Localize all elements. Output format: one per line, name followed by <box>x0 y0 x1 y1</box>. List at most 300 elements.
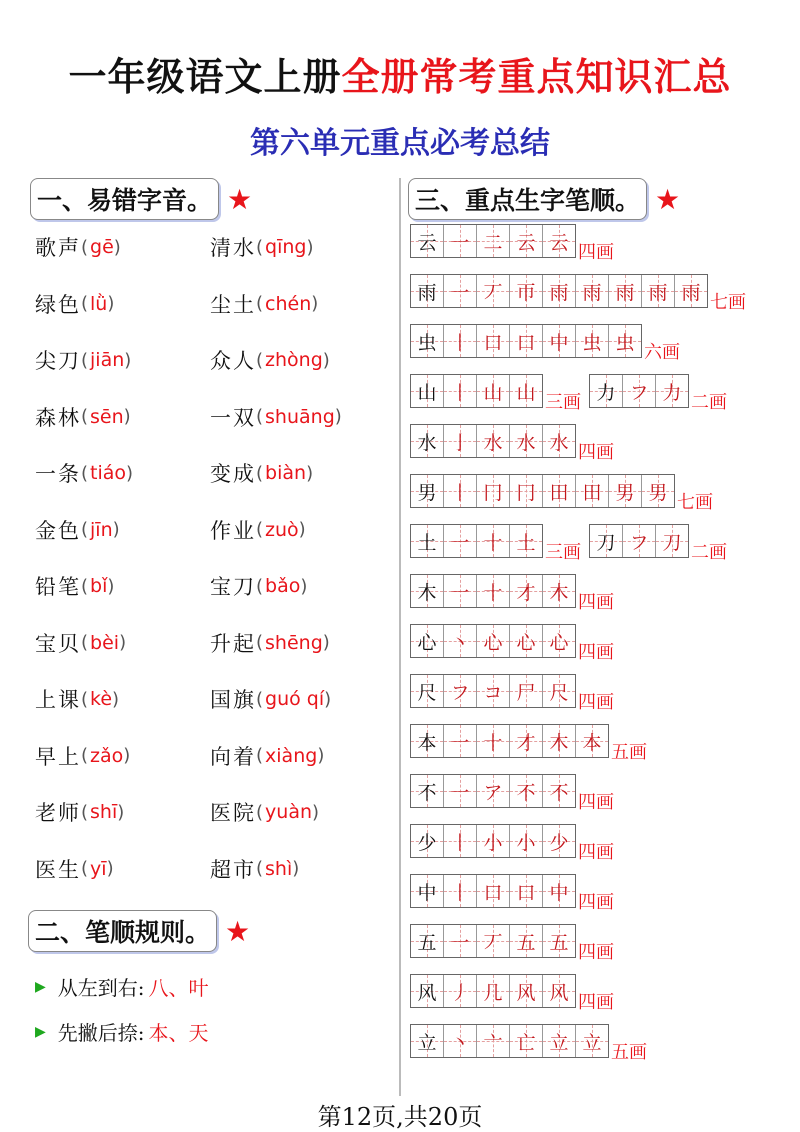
stroke-row <box>410 474 713 513</box>
paren-close: ) <box>119 632 127 653</box>
pinyin-text: shì <box>265 857 293 880</box>
char-cell <box>411 225 444 257</box>
stroke-step-cell <box>576 325 609 357</box>
column-divider <box>399 178 401 1096</box>
stroke-count: 四画 <box>578 442 614 463</box>
stroke-step: 水 <box>516 431 536 454</box>
stroke-step: 田 <box>549 481 569 504</box>
char-cell <box>411 325 444 357</box>
stroke-row <box>410 374 727 413</box>
stroke-step: 云 <box>549 231 569 254</box>
paren-open: ( <box>256 519 264 540</box>
word-item <box>210 458 385 488</box>
stroke-step: フ <box>450 681 470 704</box>
word-item <box>35 628 210 658</box>
paren-open: ( <box>256 632 264 653</box>
star-icon: ★ <box>227 182 253 216</box>
stroke-step: 心 <box>549 631 569 654</box>
char-cell <box>411 275 444 307</box>
char-cell <box>411 825 444 857</box>
stroke-step-cell <box>510 675 543 707</box>
stroke-step-cell <box>543 675 575 707</box>
stroke-step-cell <box>576 275 609 307</box>
char-text: 土 <box>417 531 437 554</box>
char-text: 男 <box>417 481 437 504</box>
stroke-step: 丨 <box>450 381 470 404</box>
paren-close: ) <box>112 519 120 540</box>
paren-close: ) <box>107 293 115 314</box>
char-cell <box>411 925 444 957</box>
stroke-step-cell <box>477 925 510 957</box>
paren-open: ( <box>81 575 89 597</box>
stroke-grid <box>410 324 642 358</box>
stroke-step: 帀 <box>516 281 536 304</box>
stroke-step: 丨 <box>450 831 470 854</box>
stroke-step: 尺 <box>549 681 569 704</box>
stroke-step-cell <box>510 1025 543 1057</box>
stroke-step: 木 <box>549 731 569 754</box>
stroke-step: 小 <box>483 831 503 854</box>
stroke-step: 中 <box>549 881 569 904</box>
stroke-count: 五画 <box>611 1042 647 1063</box>
stroke-count: 四画 <box>578 792 614 813</box>
stroke-step: 口 <box>516 331 536 354</box>
stroke-step-cell <box>623 375 656 407</box>
word-text: 升起 <box>210 631 256 656</box>
stroke-step-cell <box>510 925 543 957</box>
char-cell <box>411 425 444 457</box>
char-cell <box>411 525 444 557</box>
stroke-count: 二画 <box>691 542 727 563</box>
char-cell <box>411 575 444 607</box>
stroke-count: 六画 <box>644 342 680 363</box>
stroke-row <box>410 924 614 963</box>
char-cell <box>411 375 444 407</box>
stroke-step: 丆 <box>483 281 503 304</box>
paren-open: ( <box>81 406 89 427</box>
char-text: 心 <box>417 631 437 654</box>
stroke-grid <box>410 624 576 658</box>
pinyin-text: xiàng <box>265 744 318 767</box>
word-text: 森林 <box>35 405 81 430</box>
stroke-step: 亠 <box>483 1031 503 1054</box>
char-text: 不 <box>417 781 437 804</box>
stroke-count: 四画 <box>578 892 614 913</box>
stroke-step-cell <box>444 325 477 357</box>
word-text: 老师 <box>35 801 81 825</box>
char-text: 力 <box>596 381 616 404</box>
stroke-step: 少 <box>549 831 569 854</box>
paren-open: ( <box>256 293 264 314</box>
word-item <box>35 515 210 545</box>
stroke-step-cell <box>642 275 675 307</box>
stroke-step: 亅 <box>450 431 470 454</box>
word-item <box>210 515 385 545</box>
section-1-header <box>30 178 252 220</box>
stroke-step-cell <box>444 775 477 807</box>
stroke-step: 丨 <box>450 331 470 354</box>
word-text: 早上 <box>35 744 81 769</box>
pinyin-text: bèi <box>90 631 120 654</box>
stroke-step-cell <box>609 275 642 307</box>
char-text: 山 <box>417 381 437 404</box>
stroke-grid <box>589 374 689 408</box>
word-item <box>35 741 210 771</box>
stroke-step-cell <box>543 625 575 657</box>
stroke-step: 山 <box>483 381 503 404</box>
word-text: 一条 <box>35 462 81 486</box>
stroke-count: 四画 <box>578 842 614 863</box>
paren-open: ( <box>81 236 89 258</box>
stroke-row <box>410 424 614 463</box>
char-text: 刀 <box>596 531 616 554</box>
word-row <box>35 402 395 459</box>
stroke-step: 才 <box>516 731 536 754</box>
stroke-step: 五 <box>549 931 569 954</box>
word-item <box>210 571 385 601</box>
stroke-step-cell <box>477 875 510 907</box>
stroke-step-cell <box>444 425 477 457</box>
stroke-step: 冂 <box>483 481 503 504</box>
word-row <box>35 684 395 741</box>
stroke-step-cell <box>510 275 543 307</box>
stroke-step: フ <box>629 531 649 554</box>
stroke-step: 冂 <box>516 481 536 504</box>
word-item <box>35 345 210 375</box>
stroke-step: 木 <box>549 581 569 604</box>
word-row <box>35 741 395 798</box>
stroke-step: 心 <box>483 631 503 654</box>
word-row <box>35 232 395 289</box>
stroke-step: 雨 <box>582 281 602 304</box>
paren-close: ) <box>292 858 300 879</box>
stroke-step: 一 <box>450 281 470 304</box>
rules-list <box>35 964 209 1054</box>
stroke-step-cell <box>444 675 477 707</box>
word-item <box>210 741 385 771</box>
pinyin-text: lǜ <box>90 292 108 315</box>
char-cell <box>590 375 623 407</box>
stroke-step: 小 <box>516 831 536 854</box>
paren-close: ) <box>123 745 131 766</box>
word-text: 变成 <box>210 462 256 486</box>
stroke-step-cell <box>444 975 477 1007</box>
pinyin-text: gē <box>90 236 114 258</box>
stroke-step: 十 <box>483 731 503 754</box>
stroke-step-cell <box>444 275 477 307</box>
stroke-step-cell <box>444 875 477 907</box>
stroke-count: 四画 <box>578 592 614 613</box>
stroke-row <box>410 324 680 363</box>
pinyin-text: sēn <box>90 405 124 428</box>
paren-close: ) <box>124 349 132 371</box>
paren-open: ( <box>256 688 264 710</box>
stroke-step-cell <box>477 425 510 457</box>
stroke-step-cell <box>543 275 576 307</box>
paren-open: ( <box>81 519 89 540</box>
stroke-step: 丿 <box>450 981 470 1004</box>
pinyin-text: chén <box>265 292 312 315</box>
stroke-step: 一 <box>450 231 470 254</box>
stroke-step: 雨 <box>549 281 569 304</box>
stroke-step: 二 <box>483 231 503 254</box>
stroke-step-cell <box>477 375 510 407</box>
stroke-count: 三画 <box>545 392 581 413</box>
pinyin-text: yī <box>90 857 107 880</box>
stroke-step-cell <box>477 575 510 607</box>
paren-close: ) <box>117 801 125 823</box>
paren-open: ( <box>256 801 264 823</box>
stroke-step-cell <box>444 1025 477 1057</box>
stroke-grid <box>410 774 576 808</box>
paren-close: ) <box>312 801 320 823</box>
stroke-row <box>410 274 746 313</box>
pinyin-text: qīng <box>265 236 307 258</box>
rule-item <box>35 964 209 1009</box>
pinyin-text: zhòng <box>265 349 323 371</box>
stroke-step-cell <box>543 975 575 1007</box>
stroke-step-cell <box>477 225 510 257</box>
stroke-count: 四画 <box>578 992 614 1013</box>
word-row <box>35 628 395 685</box>
stroke-grid <box>410 574 576 608</box>
stroke-step-cell <box>510 375 542 407</box>
paren-close: ) <box>298 519 306 540</box>
stroke-step-cell <box>543 425 575 457</box>
pinyin-text: kè <box>90 688 113 710</box>
section-2-title: 二、笔顺规则。 <box>28 910 217 952</box>
stroke-step-cell <box>444 925 477 957</box>
stroke-step: 五 <box>516 931 536 954</box>
stroke-step-cell <box>609 475 642 507</box>
stroke-step-cell <box>510 425 543 457</box>
triangle-bullet-icon: ▶ <box>35 978 46 995</box>
stroke-row <box>410 574 614 613</box>
stroke-step: 风 <box>516 981 536 1004</box>
word-item <box>210 289 385 319</box>
word-text: 金色 <box>35 518 81 543</box>
stroke-step-cell <box>477 1025 510 1057</box>
stroke-step: 刀 <box>662 531 682 554</box>
word-item <box>35 458 210 488</box>
char-text: 少 <box>417 831 437 854</box>
paren-close: ) <box>322 349 330 371</box>
char-cell <box>411 875 444 907</box>
title-black: 一年级语文上册 <box>68 55 342 99</box>
stroke-step-cell <box>510 525 542 557</box>
paren-close: ) <box>306 462 314 484</box>
word-item <box>210 232 385 262</box>
char-cell <box>411 1025 444 1057</box>
word-row <box>35 289 395 346</box>
paren-close: ) <box>113 236 121 258</box>
stroke-count: 七画 <box>710 292 746 313</box>
stroke-step: 口 <box>483 331 503 354</box>
pinyin-text: shī <box>90 801 118 823</box>
pinyin-text: zuò <box>265 518 299 541</box>
paren-open: ( <box>81 858 89 879</box>
paren-open: ( <box>81 349 89 371</box>
paren-open: ( <box>256 462 264 484</box>
stroke-step-cell <box>656 525 688 557</box>
word-row <box>35 458 395 515</box>
stroke-step: 中 <box>549 331 569 354</box>
stroke-grid <box>410 224 576 258</box>
paren-open: ( <box>256 858 264 879</box>
stroke-step: 丨 <box>450 881 470 904</box>
word-text: 医生 <box>35 857 81 882</box>
stroke-step-cell <box>543 825 575 857</box>
stroke-step-cell <box>510 725 543 757</box>
stroke-grid <box>410 374 543 408</box>
stroke-step-cell <box>477 975 510 1007</box>
stroke-step-cell <box>444 375 477 407</box>
stroke-step: 田 <box>582 481 602 504</box>
stroke-row <box>410 524 727 563</box>
stroke-grid <box>410 874 576 908</box>
word-text: 超市 <box>210 857 256 882</box>
stroke-step: 亡 <box>516 1031 536 1054</box>
paren-open: ( <box>256 406 264 427</box>
page-subtitle: 第六单元重点必考总结 <box>250 126 550 161</box>
paren-close: ) <box>300 575 308 597</box>
stroke-row <box>410 824 614 863</box>
stroke-row <box>410 974 614 1013</box>
stroke-step: コ <box>483 681 503 704</box>
paren-close: ) <box>317 745 325 766</box>
char-cell <box>590 525 623 557</box>
stroke-step: ア <box>483 781 503 804</box>
stroke-step-cell <box>543 725 576 757</box>
stroke-step-cell <box>444 625 477 657</box>
stroke-step: 虫 <box>615 331 635 354</box>
word-list <box>35 232 395 910</box>
stroke-step-cell <box>543 575 575 607</box>
char-text: 水 <box>417 431 437 454</box>
char-text: 五 <box>417 931 437 954</box>
star-icon: ★ <box>655 182 681 216</box>
stroke-row <box>410 624 614 663</box>
paren-close: ) <box>334 406 342 427</box>
stroke-step-cell <box>477 675 510 707</box>
paren-close: ) <box>107 575 115 597</box>
paren-open: ( <box>81 462 89 484</box>
paren-open: ( <box>81 688 89 710</box>
char-text: 雨 <box>417 281 437 304</box>
stroke-step: 才 <box>516 581 536 604</box>
stroke-step-cell <box>510 975 543 1007</box>
stroke-step: 十 <box>483 531 503 554</box>
stroke-row <box>410 224 614 263</box>
page-title <box>0 46 800 101</box>
paren-open: ( <box>256 349 264 371</box>
stroke-step-cell <box>510 475 543 507</box>
char-text: 虫 <box>417 331 437 354</box>
stroke-step-cell <box>543 775 575 807</box>
stroke-step: フ <box>629 381 649 404</box>
stroke-step: 心 <box>516 631 536 654</box>
paren-open: ( <box>256 575 264 597</box>
char-text: 中 <box>417 881 437 904</box>
paren-close: ) <box>311 293 319 314</box>
stroke-step-cell <box>510 775 543 807</box>
title-red: 全册常考重点知识汇总 <box>341 55 732 99</box>
word-row <box>35 797 395 854</box>
paren-close: ) <box>322 632 330 653</box>
pinyin-text: jiān <box>90 349 125 371</box>
char-text: 本 <box>417 731 437 754</box>
char-cell <box>411 625 444 657</box>
paren-close: ) <box>112 688 120 710</box>
stroke-step: 一 <box>450 931 470 954</box>
word-text: 歌声 <box>35 236 81 260</box>
section-3-header <box>408 178 680 220</box>
word-text: 一双 <box>210 405 256 430</box>
stroke-grid <box>410 974 576 1008</box>
stroke-grid <box>410 474 675 508</box>
word-item <box>210 684 385 714</box>
stroke-step: 土 <box>516 531 536 554</box>
word-text: 医院 <box>210 801 256 825</box>
paren-open: ( <box>256 745 264 766</box>
section-1-title: 一、易错字音。 <box>30 178 219 220</box>
word-item <box>35 571 210 601</box>
word-text: 清水 <box>210 236 256 260</box>
stroke-step: 尸 <box>516 681 536 704</box>
paren-close: ) <box>306 236 314 258</box>
word-item <box>210 628 385 658</box>
word-item <box>210 797 385 827</box>
stroke-step-cell <box>656 375 688 407</box>
stroke-row <box>410 674 614 713</box>
word-text: 宝刀 <box>210 575 256 599</box>
stroke-step: 口 <box>483 881 503 904</box>
stroke-step-cell <box>444 225 477 257</box>
stroke-step: 水 <box>549 431 569 454</box>
pinyin-text: shēng <box>265 631 323 654</box>
stroke-step-cell <box>444 475 477 507</box>
stroke-step: 一 <box>450 531 470 554</box>
stroke-step-cell <box>510 225 543 257</box>
paren-open: ( <box>81 632 89 653</box>
char-text: 风 <box>417 981 437 1004</box>
word-item <box>35 684 210 714</box>
word-text: 尖刀 <box>35 349 81 373</box>
stroke-step-cell <box>510 575 543 607</box>
word-item <box>35 854 210 884</box>
rule-example: 八、叶 <box>148 976 209 1000</box>
stroke-grid <box>410 1024 609 1058</box>
stroke-step: 雨 <box>648 281 668 304</box>
stroke-count: 四画 <box>578 692 614 713</box>
stroke-count: 四画 <box>578 642 614 663</box>
stroke-row <box>410 724 647 763</box>
pinyin-text: yuàn <box>265 801 313 823</box>
stroke-step-cell <box>444 525 477 557</box>
stroke-step: 不 <box>549 781 569 804</box>
rule-label: 从左到右: <box>57 976 145 1000</box>
rule-item <box>35 1009 209 1054</box>
stroke-step-cell <box>642 475 674 507</box>
stroke-step-cell <box>477 325 510 357</box>
stroke-step-cell <box>623 525 656 557</box>
section-2-header <box>28 910 250 952</box>
stroke-step-cell <box>477 775 510 807</box>
stroke-step-cell <box>510 625 543 657</box>
stroke-step-cell <box>675 275 707 307</box>
page-footer: 第12页,共20页 <box>317 1103 483 1131</box>
word-text: 铅笔 <box>35 575 81 599</box>
